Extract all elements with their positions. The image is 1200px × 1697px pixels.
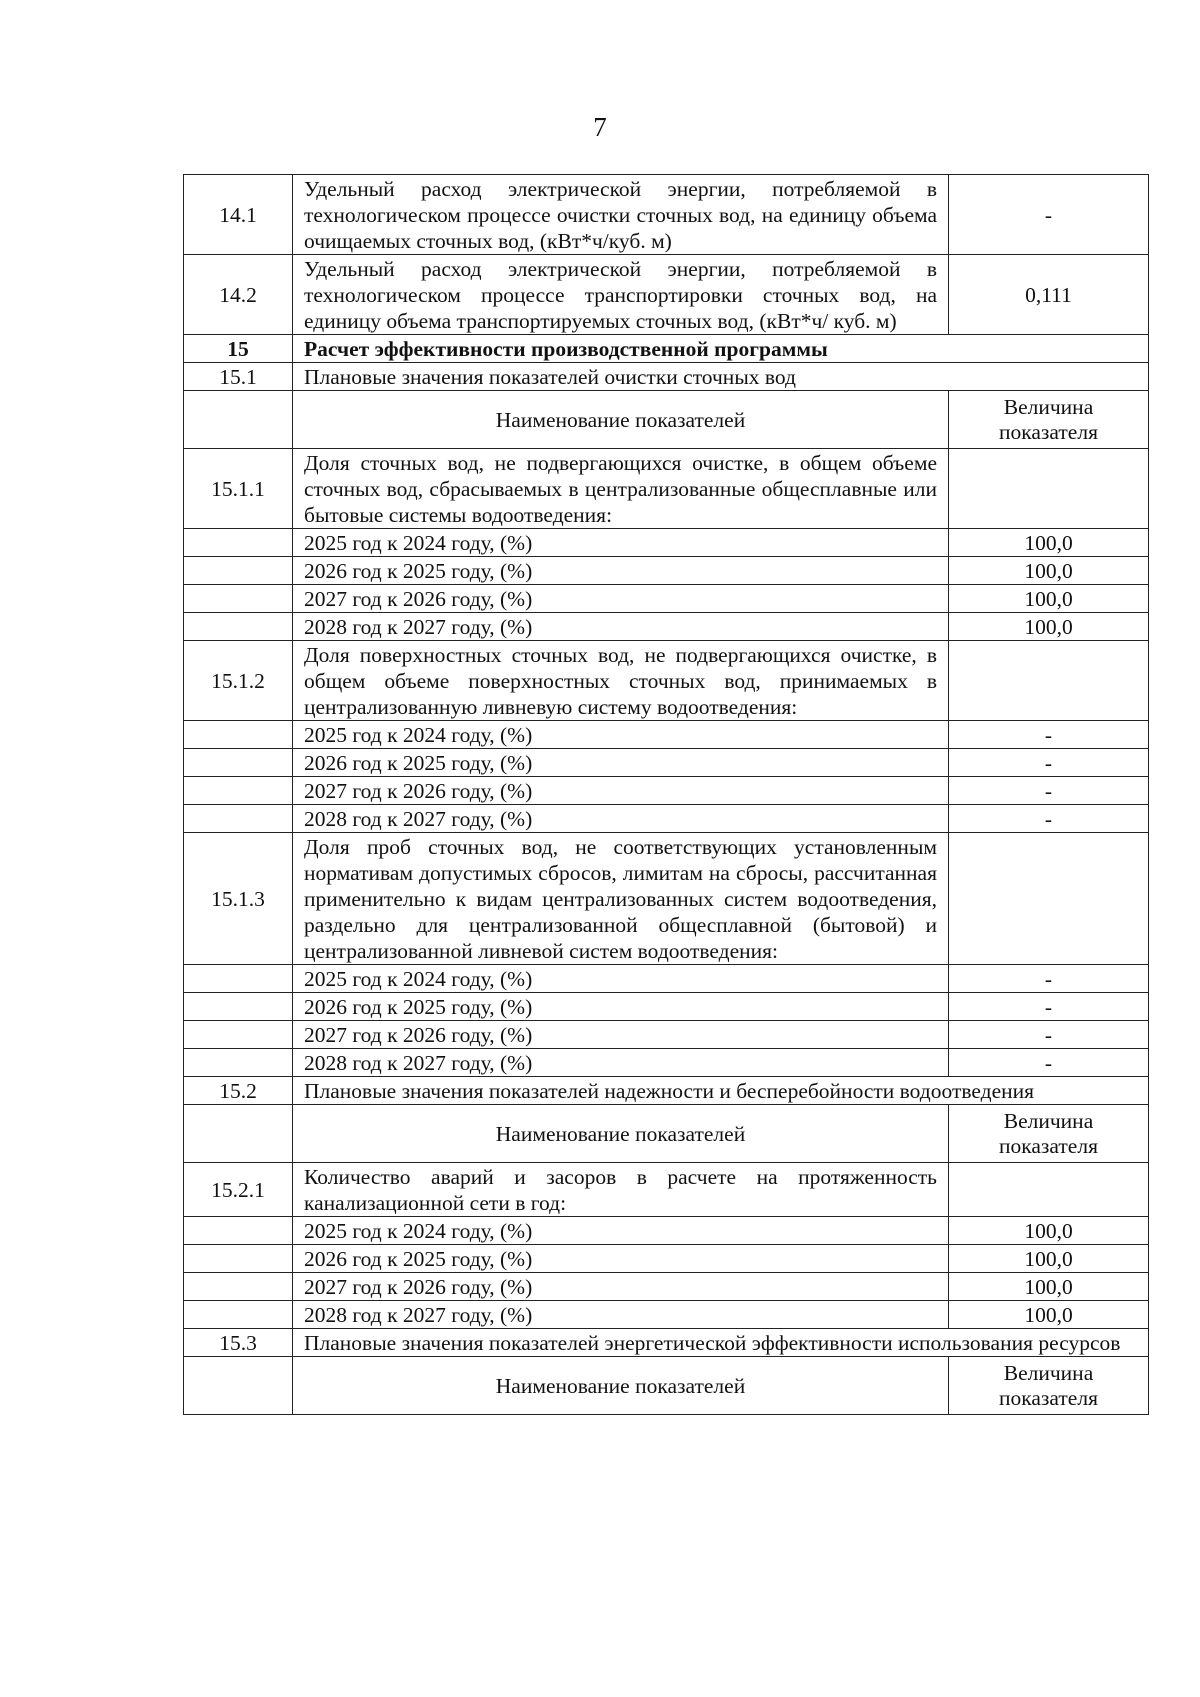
row-number bbox=[184, 777, 293, 805]
row-number bbox=[184, 1049, 293, 1077]
indicator-value: - bbox=[949, 777, 1149, 805]
indicator-value: - bbox=[949, 1049, 1149, 1077]
row-number: 14.1 bbox=[184, 175, 293, 255]
indicator-value: - bbox=[949, 721, 1149, 749]
year-label: 2027 год к 2026 году, (%) bbox=[293, 1273, 949, 1301]
table-row bbox=[184, 449, 1149, 529]
row-number: 15.1 bbox=[184, 363, 293, 391]
table-row bbox=[184, 777, 1149, 805]
table-row bbox=[184, 641, 1149, 721]
table-row bbox=[184, 993, 1149, 1021]
indicator-value: 100,0 bbox=[949, 613, 1149, 641]
table-row bbox=[184, 805, 1149, 833]
indicator-value: - bbox=[949, 749, 1149, 777]
column-header-value: Величина показателя bbox=[949, 1105, 1149, 1163]
column-header-value: Величина показателя bbox=[949, 1357, 1149, 1415]
table-row bbox=[184, 1273, 1149, 1301]
row-number bbox=[184, 1105, 293, 1163]
row-number bbox=[184, 993, 293, 1021]
year-label: 2028 год к 2027 году, (%) bbox=[293, 1049, 949, 1077]
row-number: 15.1.3 bbox=[184, 833, 293, 965]
indicator-value: - bbox=[949, 175, 1149, 255]
row-number: 15.2 bbox=[184, 1077, 293, 1105]
indicator-value: - bbox=[949, 965, 1149, 993]
row-number bbox=[184, 1357, 293, 1415]
table-row bbox=[184, 965, 1149, 993]
indicator-value bbox=[949, 449, 1149, 529]
table-row bbox=[184, 363, 1149, 391]
indicator-name: Доля проб сточных вод, не соответствующих установленным нормативам допустимых сбросов, лимитам на сбросы, рассчитанная применительно к видам централизованных систем водоотведения, раздельно для централизованной общесплавной (бытовой) и централизованной ливневой систем водоотведения: bbox=[293, 833, 949, 965]
table-row bbox=[184, 1163, 1149, 1217]
row-number bbox=[184, 805, 293, 833]
year-label: 2025 год к 2024 году, (%) bbox=[293, 529, 949, 557]
table-row bbox=[184, 1245, 1149, 1273]
indicator-value: 100,0 bbox=[949, 557, 1149, 585]
table-row bbox=[184, 749, 1149, 777]
table-row bbox=[184, 1077, 1149, 1105]
row-number bbox=[184, 749, 293, 777]
table-row bbox=[184, 255, 1149, 335]
indicator-value: 0,111 bbox=[949, 255, 1149, 335]
indicator-value: - bbox=[949, 1021, 1149, 1049]
row-number bbox=[184, 529, 293, 557]
indicator-value: 100,0 bbox=[949, 1245, 1149, 1273]
table-row bbox=[184, 1301, 1149, 1329]
indicator-value: 100,0 bbox=[949, 585, 1149, 613]
table-row bbox=[184, 721, 1149, 749]
row-number bbox=[184, 613, 293, 641]
row-number bbox=[184, 1217, 293, 1245]
table-row bbox=[184, 391, 1149, 449]
indicator-value: - bbox=[949, 805, 1149, 833]
subsection-title: Плановые значения показателей энергетической эффективности использования ресурсов bbox=[293, 1329, 1149, 1357]
subsection-title: Плановые значения показателей надежности и бесперебойности водоотведения bbox=[293, 1077, 1149, 1105]
indicator-name: Доля сточных вод, не подвергающихся очистке, в общем объеме сточных вод, сбрасываемых в централизованные общесплавные или бытовые системы водоотведения: bbox=[293, 449, 949, 529]
row-number bbox=[184, 1273, 293, 1301]
row-number bbox=[184, 721, 293, 749]
row-number bbox=[184, 391, 293, 449]
table-row bbox=[184, 1049, 1149, 1077]
year-label: 2027 год к 2026 году, (%) bbox=[293, 777, 949, 805]
indicator-value: 100,0 bbox=[949, 1301, 1149, 1329]
row-number: 15 bbox=[184, 335, 293, 363]
year-label: 2026 год к 2025 году, (%) bbox=[293, 557, 949, 585]
row-number: 15.3 bbox=[184, 1329, 293, 1357]
year-label: 2025 год к 2024 году, (%) bbox=[293, 965, 949, 993]
column-header-value: Величина показателя bbox=[949, 391, 1149, 449]
table-row bbox=[184, 1021, 1149, 1049]
column-header-name: Наименование показателей bbox=[293, 1357, 949, 1415]
section-title: Расчет эффективности производственной программы bbox=[293, 335, 1149, 363]
indicator-name: Удельный расход электрической энергии, потребляемой в технологическом процессе транспортировки сточных вод, на единицу объема транспортируемых сточных вод, (кВт*ч/ куб. м) bbox=[293, 255, 949, 335]
table-row bbox=[184, 1357, 1149, 1415]
row-number bbox=[184, 1245, 293, 1273]
indicator-value: - bbox=[949, 993, 1149, 1021]
row-number bbox=[184, 585, 293, 613]
subsection-title: Плановые значения показателей очистки сточных вод bbox=[293, 363, 1149, 391]
row-number: 14.2 bbox=[184, 255, 293, 335]
year-label: 2027 год к 2026 году, (%) bbox=[293, 1021, 949, 1049]
indicator-value bbox=[949, 833, 1149, 965]
indicator-name: Доля поверхностных сточных вод, не подвергающихся очистке, в общем объеме поверхностных сточных вод, принимаемых в централизованную ливневую систему водоотведения: bbox=[293, 641, 949, 721]
year-label: 2027 год к 2026 году, (%) bbox=[293, 585, 949, 613]
table-row bbox=[184, 335, 1149, 363]
year-label: 2028 год к 2027 году, (%) bbox=[293, 805, 949, 833]
row-number bbox=[184, 1301, 293, 1329]
year-label: 2026 год к 2025 году, (%) bbox=[293, 993, 949, 1021]
indicator-name: Удельный расход электрической энергии, потребляемой в технологическом процессе очистки сточных вод, на единицу объема очищаемых сточных вод, (кВт*ч/куб. м) bbox=[293, 175, 949, 255]
table-row bbox=[184, 529, 1149, 557]
row-number bbox=[184, 965, 293, 993]
table-row bbox=[184, 585, 1149, 613]
table-row bbox=[184, 1217, 1149, 1245]
indicator-value: 100,0 bbox=[949, 529, 1149, 557]
indicator-value bbox=[949, 1163, 1149, 1217]
indicator-name: Количество аварий и засоров в расчете на протяженность канализационной сети в год: bbox=[293, 1163, 949, 1217]
table-row bbox=[184, 613, 1149, 641]
row-number bbox=[184, 557, 293, 585]
table-row bbox=[184, 557, 1149, 585]
year-label: 2025 год к 2024 году, (%) bbox=[293, 721, 949, 749]
indicators-table bbox=[183, 174, 1149, 1415]
indicator-value bbox=[949, 641, 1149, 721]
indicator-value: 100,0 bbox=[949, 1273, 1149, 1301]
page-number: 7 bbox=[593, 112, 607, 142]
table-row bbox=[184, 1105, 1149, 1163]
year-label: 2028 год к 2027 году, (%) bbox=[293, 613, 949, 641]
year-label: 2028 год к 2027 году, (%) bbox=[293, 1301, 949, 1329]
indicator-value: 100,0 bbox=[949, 1217, 1149, 1245]
table-row bbox=[184, 1329, 1149, 1357]
year-label: 2025 год к 2024 году, (%) bbox=[293, 1217, 949, 1245]
row-number: 15.1.1 bbox=[184, 449, 293, 529]
table-row bbox=[184, 833, 1149, 965]
year-label: 2026 год к 2025 году, (%) bbox=[293, 749, 949, 777]
row-number: 15.2.1 bbox=[184, 1163, 293, 1217]
column-header-name: Наименование показателей bbox=[293, 1105, 949, 1163]
table-row bbox=[184, 175, 1149, 255]
column-header-name: Наименование показателей bbox=[293, 391, 949, 449]
row-number: 15.1.2 bbox=[184, 641, 293, 721]
row-number bbox=[184, 1021, 293, 1049]
year-label: 2026 год к 2025 году, (%) bbox=[293, 1245, 949, 1273]
